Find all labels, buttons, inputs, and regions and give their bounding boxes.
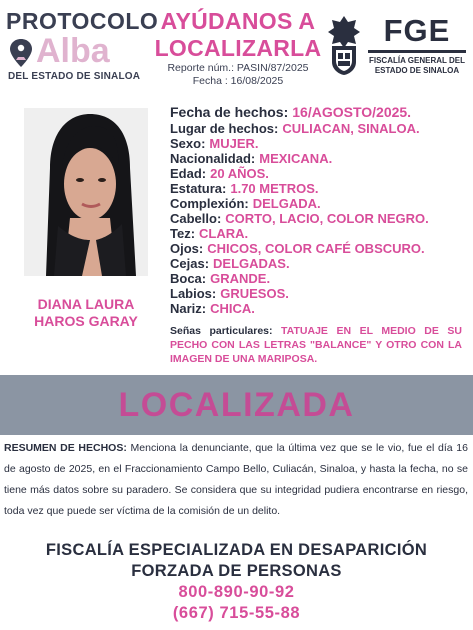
- person-photo-image: [24, 108, 148, 276]
- detail-value: CORTO, LACIO, COLOR NEGRO.: [225, 211, 429, 226]
- distinguishing-marks: [170, 324, 462, 366]
- detail-value: 20 AÑOS.: [210, 166, 269, 181]
- detail-value: CHICOS, COLOR CAFÉ OBSCURO.: [207, 241, 425, 256]
- fge-name-line2: ESTADO DE SINALOA: [374, 66, 460, 75]
- phone-number-local: (667) 715-55-88: [172, 604, 301, 622]
- fge-logo: [366, 14, 468, 76]
- detail-row-sexo: [170, 136, 470, 151]
- detail-row-fecha: [170, 104, 470, 120]
- poster-title-line1: AYÚDANOS A: [160, 8, 316, 34]
- footer-contact: [0, 540, 473, 624]
- footer-agency-line2: FORZADA DE PERSONAS: [131, 562, 342, 580]
- detail-label: Nacionalidad:: [170, 151, 256, 166]
- detail-value: CLARA.: [199, 226, 249, 241]
- poster-title-line2: LOCALIZARLA: [154, 35, 322, 61]
- detail-row-edad: [170, 166, 470, 181]
- detail-value: 16/AGOSTO/2025.: [292, 104, 412, 120]
- detail-value: CHICA.: [210, 301, 255, 316]
- detail-label: Edad:: [170, 166, 207, 181]
- detail-row-estatura: [170, 181, 470, 196]
- detail-value: MEXICANA.: [259, 151, 333, 166]
- person-name: [14, 296, 158, 330]
- detail-label: Lugar de hechos:: [170, 121, 279, 136]
- report-date: Fecha : 16/08/2025: [192, 75, 284, 87]
- poster-title-block: [152, 8, 324, 88]
- status-banner: [0, 375, 473, 435]
- detail-row-boca: [170, 271, 470, 286]
- detail-label: Ojos:: [170, 241, 204, 256]
- detail-label: Labios:: [170, 286, 217, 301]
- detail-row-nariz: [170, 301, 470, 316]
- summary-label: RESUMEN DE HECHOS:: [4, 442, 127, 454]
- detail-label: Estatura:: [170, 181, 227, 196]
- detail-row-labios: [170, 286, 470, 301]
- detail-value: MUJER.: [209, 136, 259, 151]
- detail-row-cabello: [170, 211, 470, 226]
- person-name-line1: DIANA LAURA: [37, 296, 135, 312]
- detail-value: DELGADAS.: [213, 256, 290, 271]
- footer-agency-line1: FISCALÍA ESPECIALIZADA EN DESAPARICIÓN: [45, 541, 428, 559]
- detail-value: GRUESOS.: [220, 286, 289, 301]
- marks-value: TATUAJE EN EL MEDIO DE SU PECHO CON LAS LETRAS "BALANCE" Y OTRO CON LA IMAGEN DE UNA MARIPOSA.: [170, 325, 462, 365]
- report-number: Reporte núm.: PASIN/87/2025: [167, 62, 309, 74]
- detail-label: Nariz:: [170, 301, 207, 316]
- detail-label: Cabello:: [170, 211, 222, 226]
- details-list: [170, 104, 470, 316]
- detail-label: Boca:: [170, 271, 207, 286]
- fge-name-line1: FISCALÍA GENERAL DEL: [368, 56, 465, 65]
- detail-label: Sexo:: [170, 136, 206, 151]
- detail-row-nacionalidad: [170, 151, 470, 166]
- person-name-line2: HAROS GARAY: [34, 313, 138, 329]
- detail-value: 1.70 METROS.: [230, 181, 319, 196]
- status-text: LOCALIZADA: [118, 385, 355, 424]
- fge-divider: [368, 50, 466, 53]
- logo-subtitle: DEL ESTADO DE SINALOA: [8, 71, 141, 82]
- map-pin-icon: [8, 38, 34, 68]
- case-summary: [4, 438, 468, 522]
- detail-row-tez: [170, 226, 470, 241]
- person-photo: [24, 108, 148, 276]
- detail-label: Cejas:: [170, 256, 210, 271]
- phone-number-tollfree: 800-890-90-92: [178, 583, 295, 601]
- detail-row-ojos: [170, 241, 470, 256]
- detail-label: Tez:: [170, 226, 196, 241]
- logo-protocolo-text: PROTOCOLO: [6, 8, 159, 34]
- detail-row-lugar: [170, 121, 470, 136]
- detail-value: CULIACAN, SINALOA.: [282, 121, 420, 136]
- detail-row-complexion: [170, 196, 470, 211]
- fge-abbr: FGE: [383, 13, 451, 48]
- detail-value: DELGADA.: [252, 196, 321, 211]
- detail-label: Complexión:: [170, 196, 249, 211]
- marks-label: Señas particulares:: [170, 325, 273, 337]
- summary-text: Menciona la denunciante, que la última vez que se le vio, fue el día 16 de agosto de 2025, en el Fraccionamiento Campo Bello, Culiacán, Sinaloa, y hasta la fecha, no se tiene más datos sobre su paradero. Se considera que su integridad pudiera encontrarse en riesgo, toda vez que puede ser víctima de la comisión de un delito.: [4, 442, 468, 517]
- detail-label: Fecha de hechos:: [170, 104, 289, 120]
- detail-value: GRANDE.: [210, 271, 271, 286]
- protocolo-alba-logo: [6, 8, 159, 86]
- detail-row-cejas: [170, 256, 470, 271]
- state-seal-icon: [326, 14, 362, 76]
- logo-alba-text: Alba: [36, 32, 110, 70]
